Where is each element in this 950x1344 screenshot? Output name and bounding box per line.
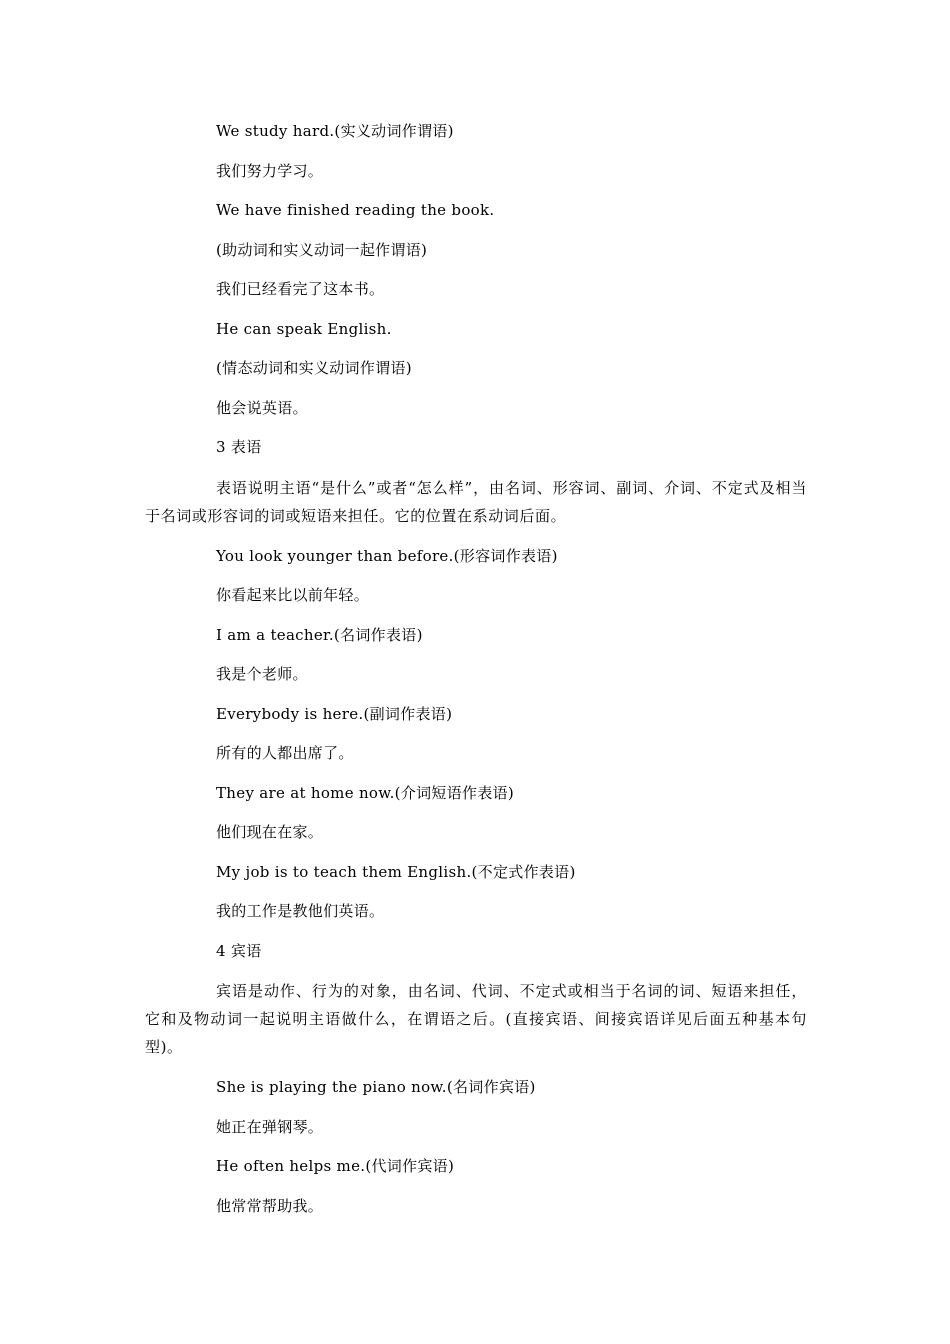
paragraph-object: 宾语是动作、行为的对象，由名词、代词、不定式或相当于名词的词、短语来担任，它和及物动词一起说明主语做什么，在谓语之后。(直接宾语、间接宾语详见后面五种基本句型)。	[145, 982, 807, 1056]
example-line: I am a teacher.(名词作表语)	[216, 625, 423, 644]
example-line: My job is to teach them English.(不定式作表语)	[216, 862, 576, 881]
example-line: 你看起来比以前年轻。	[216, 586, 370, 604]
example-line: 她正在弹钢琴。	[216, 1117, 324, 1136]
example-line: He often helps me.(代词作宾语)	[216, 1157, 455, 1175]
section-heading-object: 4 宾语	[216, 941, 262, 960]
example-line: Everybody is here.(副词作表语)	[216, 704, 453, 723]
text-line: 我们努力学习。	[216, 161, 324, 180]
text-line: 他会说英语。	[216, 398, 308, 417]
example-line: 我的工作是教他们英语。	[216, 902, 385, 920]
text-line: 我们已经看完了这本书。	[216, 280, 385, 298]
text-line: (助动词和实义动词一起作谓语)	[216, 240, 428, 259]
document-content	[145, 118, 807, 1232]
text-line: We study hard.(实义动词作谓语)	[216, 122, 454, 140]
example-line: They are at home now.(介词短语作表语)	[216, 783, 515, 802]
example-line: 他常常帮助我。	[216, 1196, 324, 1215]
paragraph-predicative: 表语说明主语“是什么”或者“怎么样”，由名词、形容词、副词、介词、不定式及相当于名词或形容词的词或短语来担任。它的位置在系动词后面。	[145, 478, 807, 525]
text-line: He can speak English.	[216, 319, 392, 338]
example-line: 所有的人都出席了。	[216, 744, 354, 762]
example-line: She is playing the piano now.(名词作宾语)	[216, 1078, 536, 1096]
example-line: 他们现在在家。	[216, 823, 324, 841]
example-line: 我是个老师。	[216, 665, 308, 683]
example-line: You look younger than before.(形容词作表语)	[216, 546, 558, 565]
section-heading-predicative: 3 表语	[216, 438, 262, 456]
text-line: (情态动词和实义动词作谓语)	[216, 359, 412, 377]
text-line: We have finished reading the book.	[216, 201, 495, 219]
